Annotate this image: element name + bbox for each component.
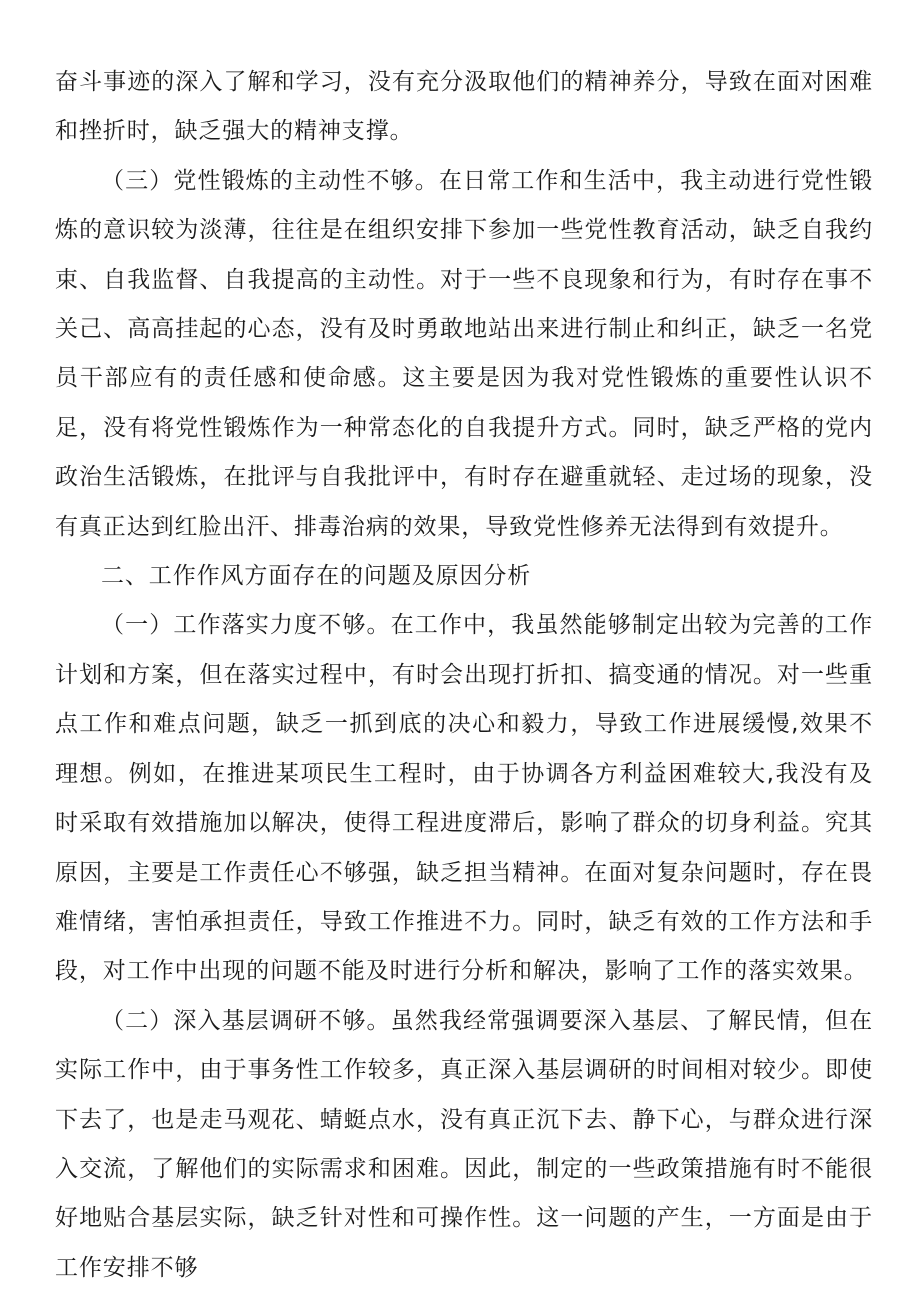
- section-heading-work-style: 二、工作作风方面存在的问题及原因分析: [101, 563, 532, 590]
- document-body: [55, 58, 873, 1293]
- paragraph-party-spirit-training: （三）党性锻炼的主动性不够。在日常工作和生活中，我主动进行党性锻炼的意识较为淡薄，往往是在组织安排下参加一些党性教育活动，缺乏自我约束、自我监督、自我提高的主动性。对于一些不良现象和行为，有时存在事不关己、高高挂起的心态，没有及时勇敢地站出来进行制止和纠正，缺乏一名党员干部应有的责任感和使命感。这主要是因为我对党性锻炼的重要性认识不足，没有将党性锻炼作为一种常态化的自我提升方式。同时，缺乏严格的党内政治生活锻炼，在批评与自我批评中，有时存在避重就轻、走过场的现象，没有真正达到红脸出汗、排毒治病的效果，导致党性修养无法得到有效提升。: [55, 167, 873, 540]
- paragraph-grassroots-research: （二）深入基层调研不够。虽然我经常强调要深入基层、了解民情，但在实际工作中，由于事务性工作较多，真正深入基层调研的时间相对较少。即使下去了，也是走马观花、蜻蜓点水，没有真正沉下去、静下心，与群众进行深入交流，了解他们的实际需求和困难。因此，制定的一些政策措施有时不能很好地贴合基层实际，缺乏针对性和可操作性。这一问题的产生，一方面是由于工作安排不够: [55, 1007, 873, 1281]
- paragraph-continuation: 奋斗事迹的深入了解和学习，没有充分汲取他们的精神养分，导致在面对困难和挫折时，缺乏强大的精神支撑。: [55, 69, 873, 145]
- paragraph-work-implementation: （一）工作落实力度不够。在工作中，我虽然能够制定出较为完善的工作计划和方案，但在落实过程中，有时会出现打折扣、搞变通的情况。对一些重点工作和难点问题，缺乏一抓到底的决心和毅力，导致工作进展缓慢,效果不理想。例如，在推进某项民生工程时，由于协调各方利益困难较大,我没有及时采取有效措施加以解决，使得工程进度滞后，影响了群众的切身利益。究其原因，主要是工作责任心不够强，缺乏担当精神。在面对复杂问题时，存在畏难情绪，害怕承担责任，导致工作推进不力。同时，缺乏有效的工作方法和手段，对工作中出现的问题不能及时进行分析和解决，影响了工作的落实效果。: [55, 612, 873, 985]
